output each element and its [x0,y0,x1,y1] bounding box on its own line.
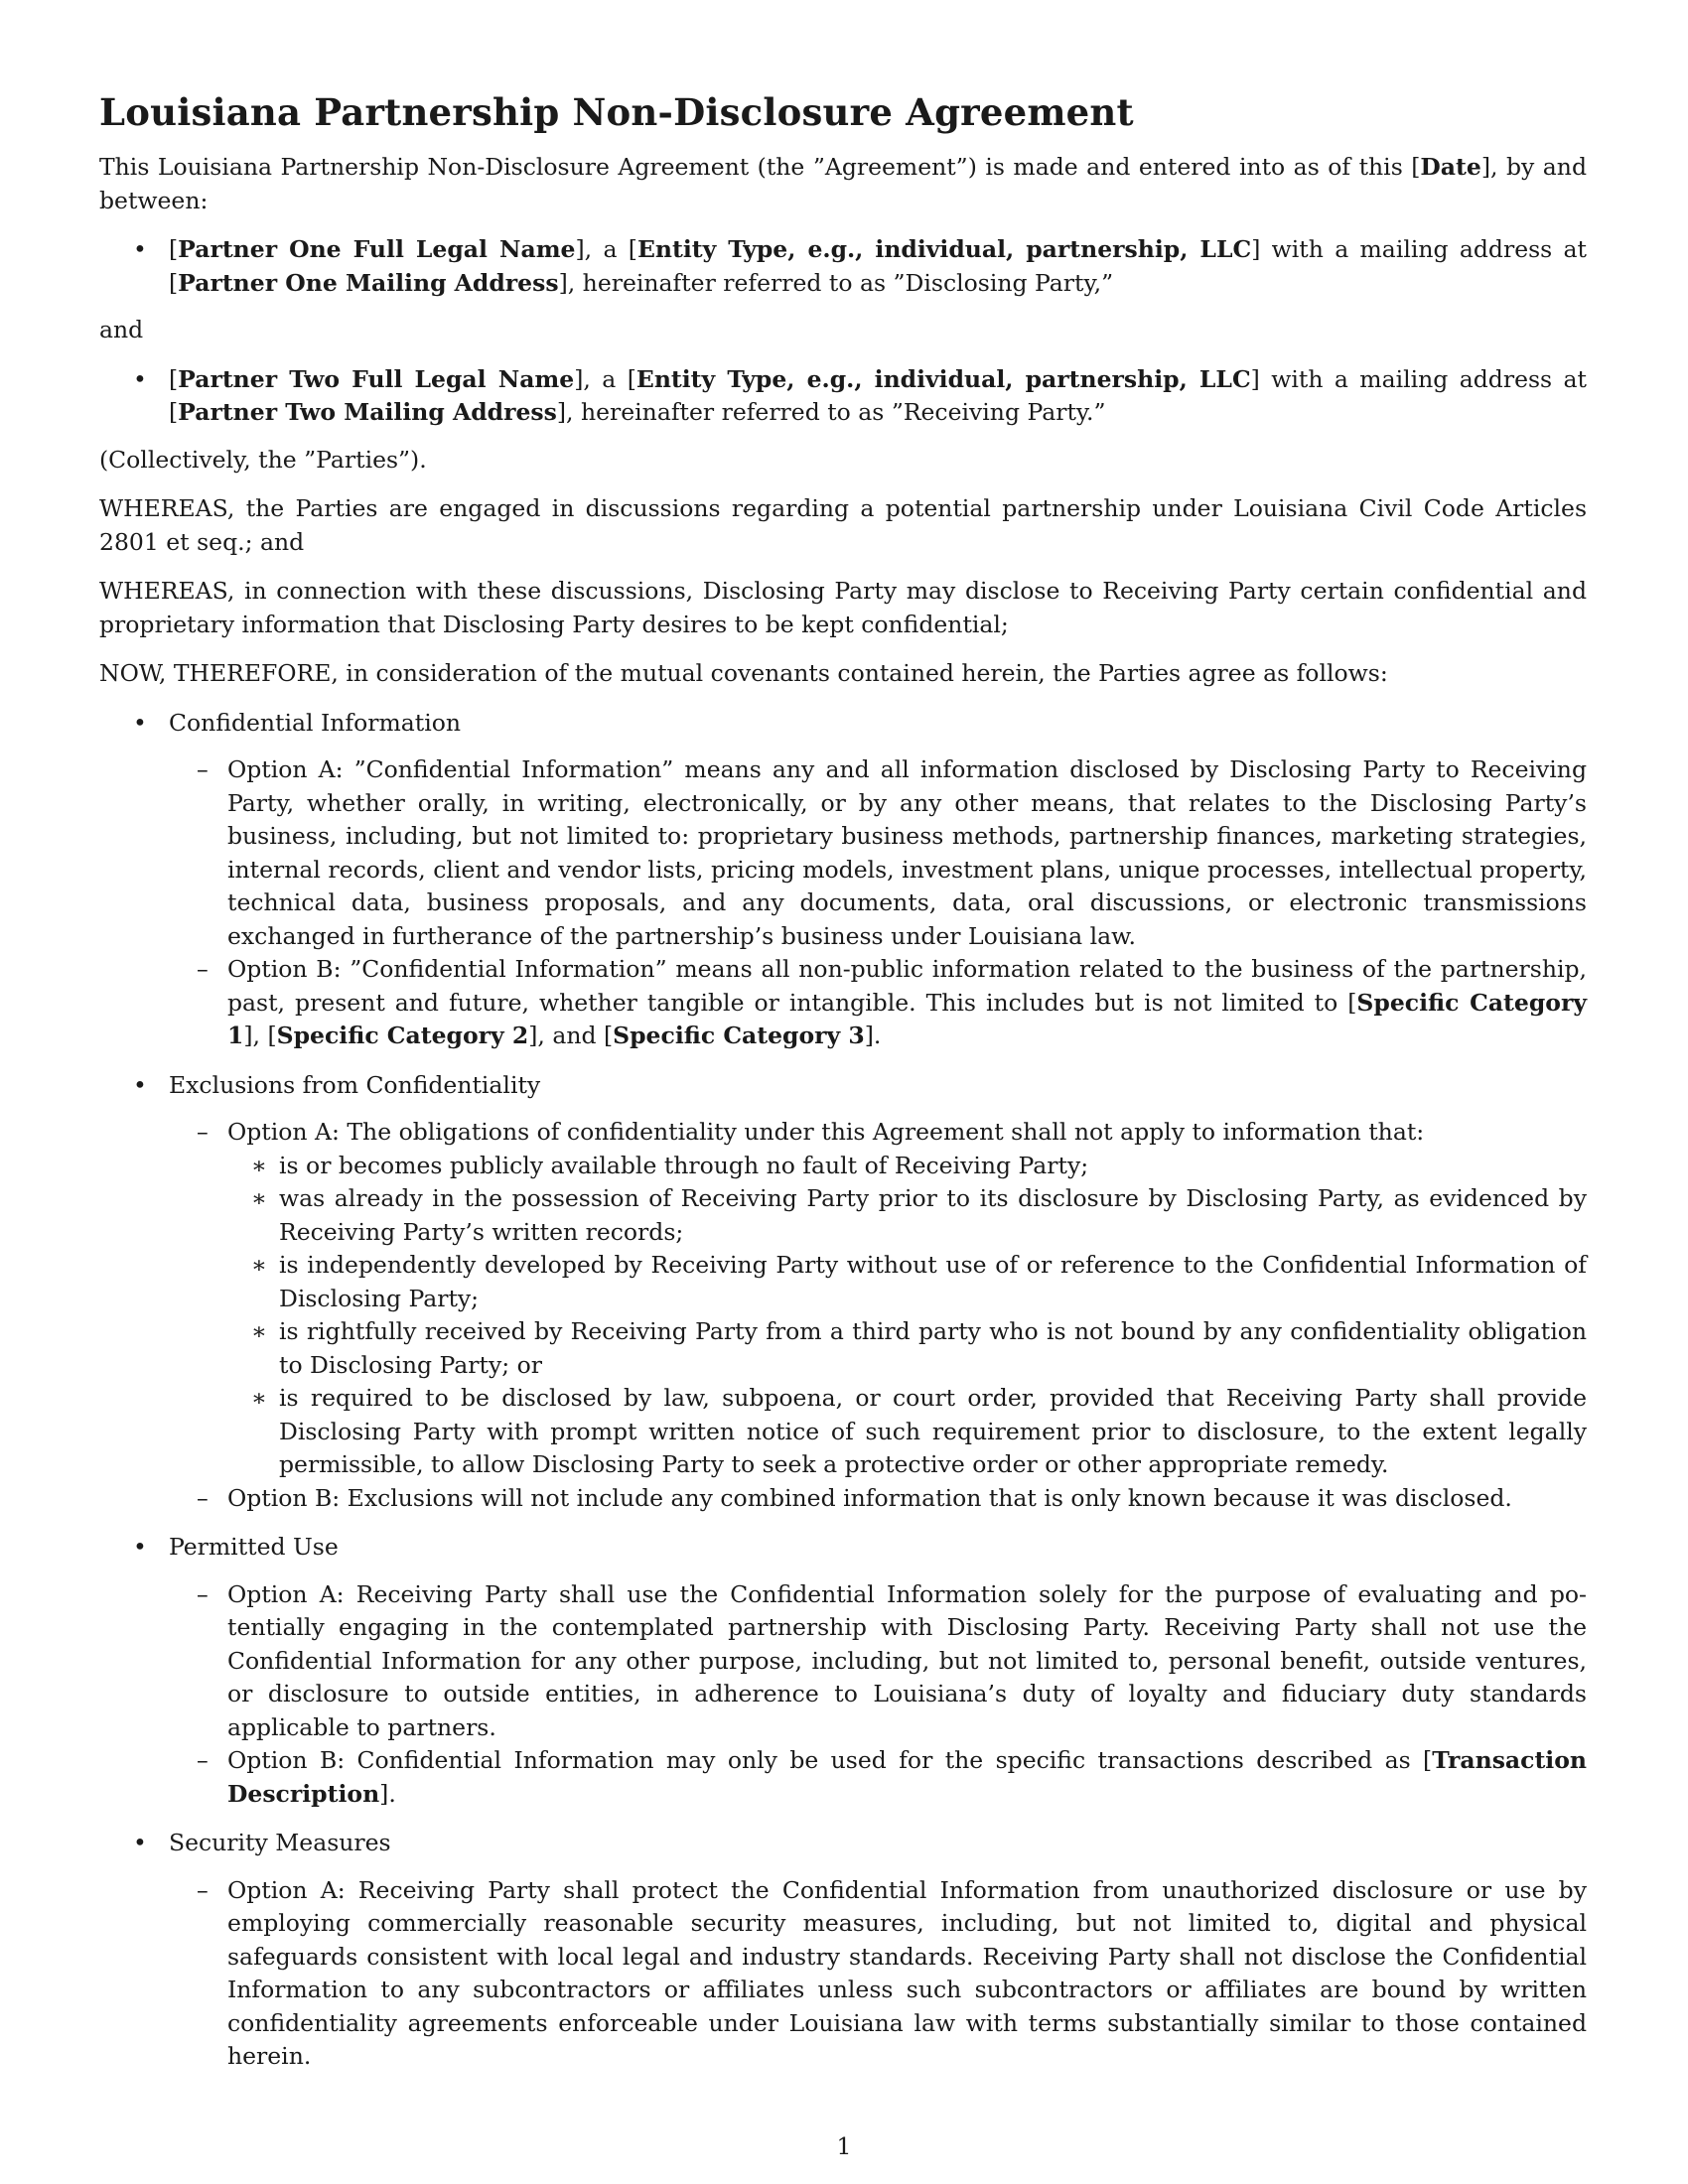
confidential-option-a: – Option A: ”Confidential Information” means any and all information disclosed by Disclosing Party to Receiving Party, whether orally, in writing, electronically, or by any other means, that relates to the Disclosing Party’s business, including, but not limited to: proprietary business methods, partnership finances, marketing strategies, internal records, client and vendor lists, pricing models, investment plans, unique processes, intellectual property, technical data, business proposals, and any documents, data, oral discussions, or electronic transmissions exchanged in furtherance of the partnership’s business under Louisiana law. [169,753,1587,953]
section-security-measures [99,1827,1587,2074]
section-heading: Permitted Use [169,1533,339,1561]
exclusion-item: ∗ is or becomes publicly available through no fault of Receiving Party; [227,1150,1587,1183]
collectively-paragraph: (Collectively, the ”Parties”). [99,445,427,474]
party-one-name-placeholder: Partner One Full Legal Name [178,235,576,263]
category-3-placeholder: Specific Category 3 [613,1022,865,1049]
permitted-use-option-b: – Option B: Confidential Information may only be used for the specific transactions described as [Transaction Description]. [169,1744,1587,1811]
party-two-name-placeholder: Partner Two Full Legal Name [178,364,575,393]
agreement-sections [99,707,1587,2074]
now-therefore-paragraph: NOW, THEREFORE, in consideration of the mutual covenants contained herein, the Parties agree as follows: [99,659,1388,687]
page-number: 1 [836,2132,852,2160]
category-1-placeholder: Specific Category 1 [227,988,1588,1049]
section-confidential-information [99,707,1587,1053]
document-title: Louisiana Partnership Non-Disclosure Agreement [99,90,1134,134]
intro-paragraph: This Louisiana Partnership Non-Disclosure Agreement (the ”Agreement”) is made and entered into as of this [Date], by and between: [99,153,1587,214]
party-two-address-placeholder: Partner Two Mailing Address [178,398,557,426]
exclusion-item: ∗ is independently developed by Receiving Party without use of or reference to the Confidential Information of Disclosing Party; [227,1249,1587,1315]
section-exclusions [99,1069,1587,1516]
and-text: and [99,316,144,343]
permitted-use-option-a: – Option A: Receiving Party shall use the Confidential Information solely for the purpose of evaluating and potentially engaging in the contemplated partnership with Disclosing Party. Receiving Party shall not use the Confidential Information for any other purpose, including, but not limited to, personal benefit, outside ventures, or disclosure to outside entities, in adherence to Louisiana’s duty of loyalty and fiduciary duty standards applicable to partners. [169,1578,1587,1745]
whereas-paragraph-1: WHEREAS, the Parties are engaged in discussions regarding a potential partnership under Louisiana Civil Code Articles 2801 et seq.; and [99,494,1587,556]
confidential-option-b: – Option B: ”Confidential Information” means all non-public information related to the business of the partnership, past, present and future, whether tangible or intangible. This includes but is not limited to [Specific Category 1], [Specific Category 2], and [Specific Category 3]. [169,953,1587,1053]
party-two-list [99,363,1587,430]
security-option-a: – Option A: Receiving Party shall protect the Confidential Information from unauthorized disclosure or use by employing commercially reasonable security measures, including, but not limited to, digital and physical safeguards consistent with local legal and industry standards. Receiving Party shall not disclose the Confidential Information to any subcontractors or affiliates unless such subcontractors or affiliates are bound by written confidentiality agreements enforceable under Louisiana law with terms substantially similar to those contained herein. [169,1874,1587,2074]
document-page [99,87,1587,2090]
category-2-placeholder: Specific Category 2 [276,1022,529,1049]
exclusion-item: ∗ is required to be disclosed by law, subpoena, or court order, provided that Receiving Party shall provide Disclosing Party with prompt written notice of such requirement prior to disclosure, to the extent legally permissible, to allow Disclosing Party to seek a protective order or other appropriate remedy. [227,1382,1587,1482]
date-placeholder: Date [1420,153,1481,181]
section-heading: Confidential Information [169,708,462,737]
section-heading: Exclusions from Confidentiality [169,1070,541,1099]
party-two: • [Partner Two Full Legal Name], a [Entity Type, e.g., individual, partnership, LLC] with a mailing address at [Partner Two Mailing Address], hereinafter referred to as ”Receiving Party.” [99,363,1587,430]
party-two-entity-placeholder: Entity Type, e.g., individual, partnership, LLC [635,364,1251,393]
party-one-address-placeholder: Partner One Mailing Address [178,268,559,297]
exclusion-item: ∗ was already in the possession of Receiving Party prior to its disclosure by Disclosing Party, as evidenced by Receiving Party’s written records; [227,1182,1587,1249]
whereas-paragraph-2: WHEREAS, in connection with these discussions, Disclosing Party may disclose to Receiving Party certain confidential and proprietary information that Disclosing Party desires to be kept confidential; [99,577,1587,638]
exclusion-item: ∗ is rightfully received by Receiving Party from a third party who is not bound by any confidentiality obligation to Disclosing Party; or [227,1315,1587,1382]
party-one-list [99,233,1587,300]
section-heading: Security Measures [169,1829,391,1856]
transaction-description-placeholder: Transaction Description [227,1746,1587,1808]
exclusions-option-b: – Option B: Exclusions will not include any combined information that is only known because it was disclosed. [169,1482,1587,1516]
party-one-entity-placeholder: Entity Type, e.g., individual, partnership, LLC [636,235,1252,263]
party-one: • [Partner One Full Legal Name], a [Entity Type, e.g., individual, partnership, LLC] with a mailing address at [Partner One Mailing Address], hereinafter referred to as ”Disclosing Party,” [99,233,1587,300]
section-permitted-use [99,1531,1587,1811]
exclusions-option-a: – Option A: The obligations of confidentiality under this Agreement shall not apply to information that: ∗ is or becomes publicly available through no fault of Receiving Party; ∗ was already in the possession of Receiving Party prior to its disclosure by Disclosing Party, as evidenced by Receiving Party’s written records; ∗ is independently developed by Receiving Party without use of or reference to the Confidential Information of Disclosing Party; ∗ is rightfully received by Receiving Party from a third party who is not bound by any confidentiality obligation to Disclosing Party; or ∗ is required to be disclosed by law, subpoena, or court order, provided that Receiving Party shall provide Disclosing Party with prompt written notice of such requirement prior to disclosure, to the extent legally permissible, to allow Disclosing Party to seek a protective order or other appropriate remedy. [169,1116,1587,1482]
